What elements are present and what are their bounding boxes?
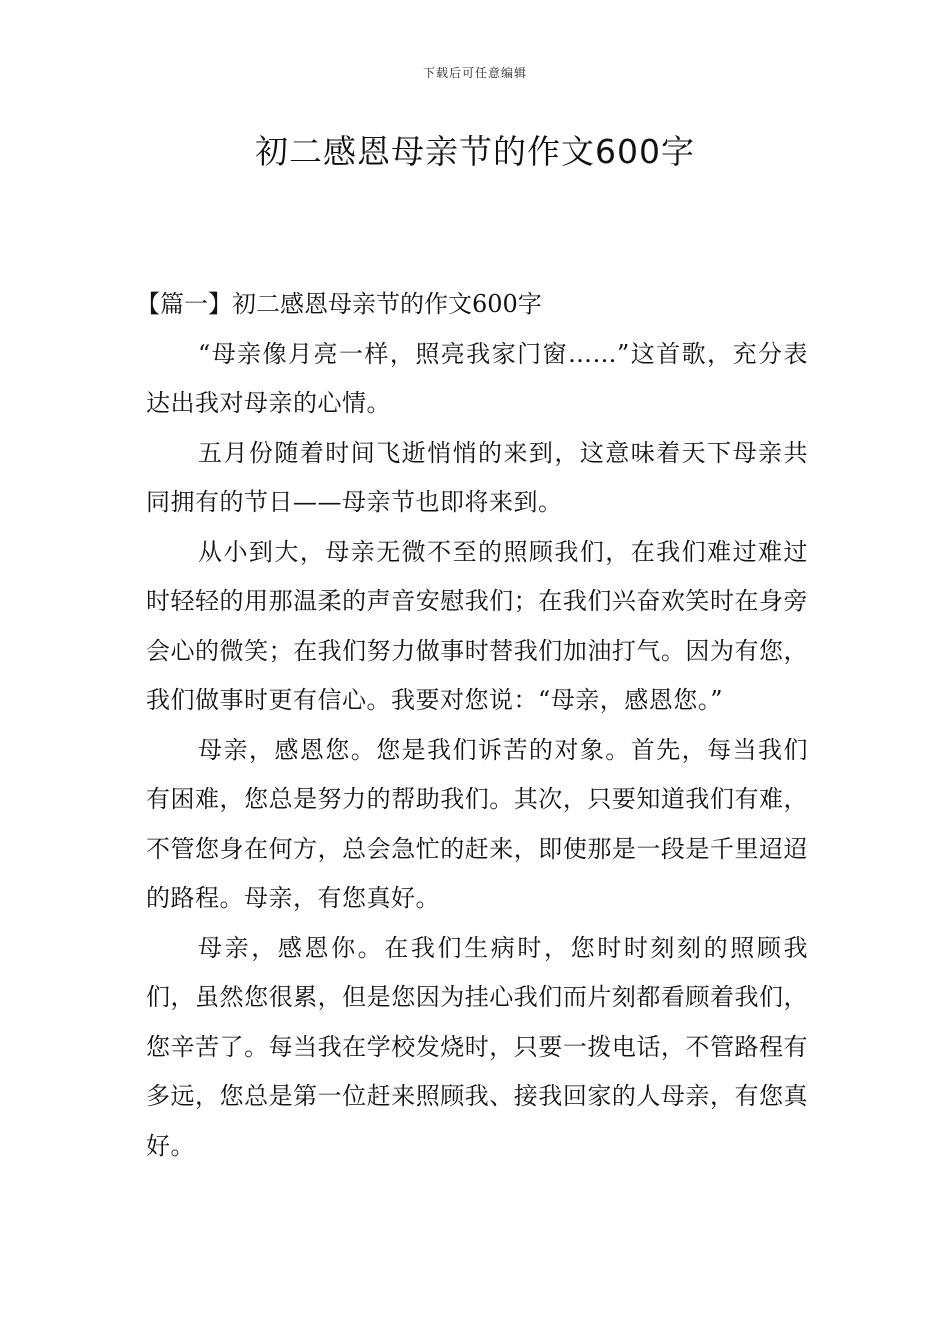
- section-heading: 【篇一】初二感恩母亲节的作文600字: [136, 290, 542, 318]
- paragraph-5: 母亲，感恩你。在我们生病时，您时时刻刻的照顾我们，虽然您很累，但是您因为挂心我们而片刻都看顾着我们，您辛苦了。每当我在学校发烧时，只要一拨电话，不管路程有多远，您总是第一位赶来照顾我、接我回家的人母亲，有您真好。: [146, 933, 808, 1160]
- article-body: [136, 280, 808, 1171]
- paragraph-4: 母亲，感恩您。您是我们诉苦的对象。首先，每当我们有困难，您总是努力的帮助我们。其次，只要知道我们有难，不管您身在何方，总会急忙的赶来，即使那是一段是千里迢迢的路程。母亲，有您真好。: [146, 735, 808, 912]
- header-note: 下载后可任意编辑: [422, 66, 527, 80]
- paragraph-2: 五月份随着时间飞逝悄悄的来到，这意味着天下母亲共同拥有的节日——母亲节也即将来到。: [146, 438, 808, 516]
- paragraph-3: 从小到大，母亲无微不至的照顾我们，在我们难过难过时轻轻的用那温柔的声音安慰我们；在我们兴奋欢笑时在身旁会心的微笑；在我们努力做事时替我们加油打气。因为有您，我们做事时更有信心。我要对您说：“母亲，感恩您。”: [146, 537, 808, 714]
- paragraph-1: “母亲像月亮一样，照亮我家门窗……”这首歌，充分表达出我对母亲的心情。: [146, 339, 808, 417]
- document-title: 初二感恩母亲节的作文600字: [255, 132, 695, 171]
